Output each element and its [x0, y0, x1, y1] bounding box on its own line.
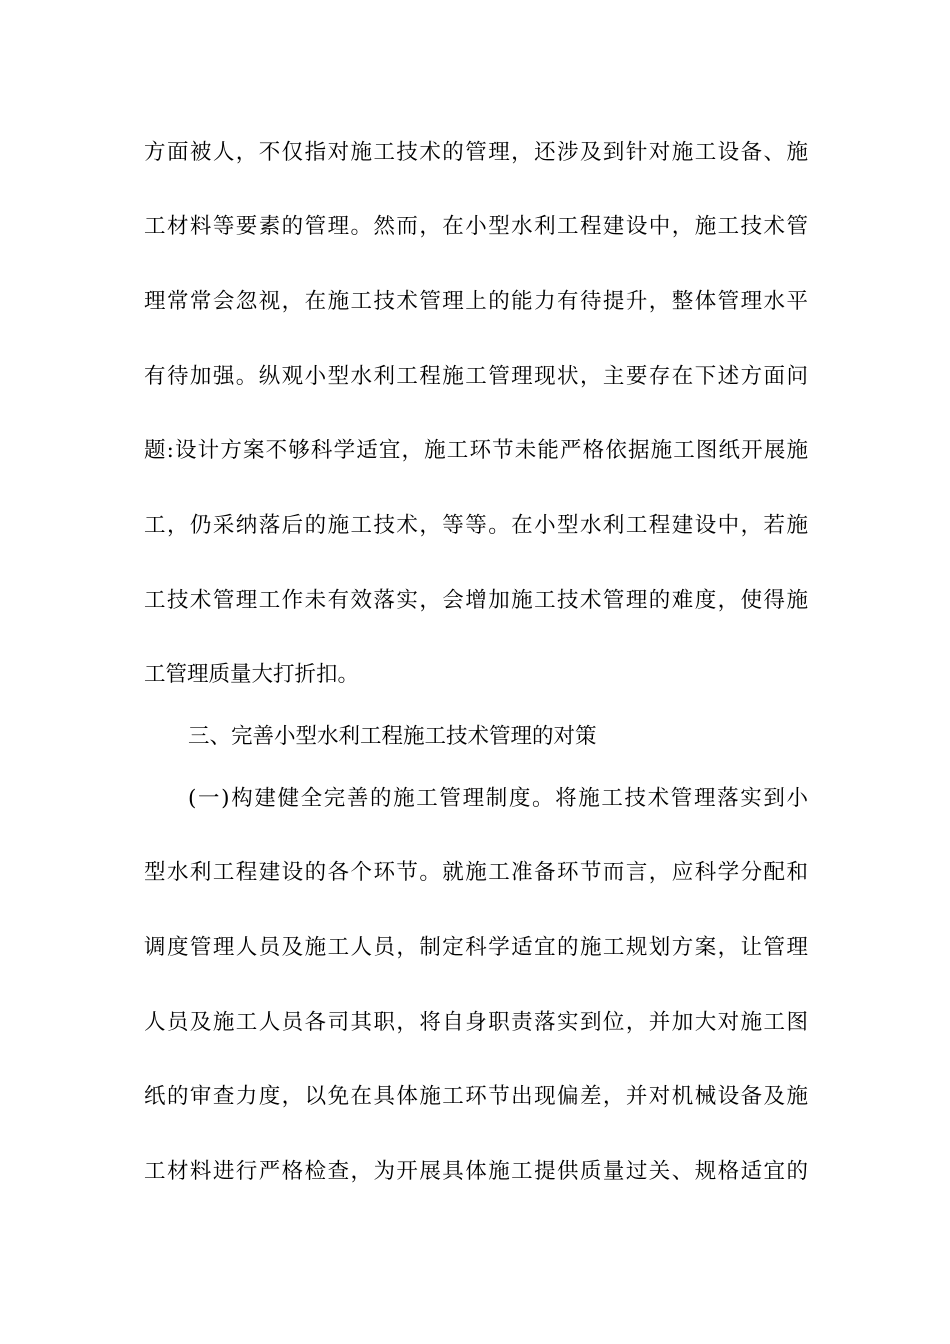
body-text-line: 工管理质量大打折扣。 [144, 662, 360, 687]
body-text-line: 工技术管理工作未有效落实，会增加施工技术管理的难度，使得施 [144, 588, 808, 613]
body-text-line: 纸的审查力度，以免在具体施工环节出现偏差，并对机械设备及施 [144, 1084, 808, 1109]
body-text-line: 型水利工程建设的各个环节。就施工准备环节而言，应科学分配和 [144, 860, 808, 885]
body-text-line: 工材料进行严格检查，为开展具体施工提供质量过关、规格适宜的 [144, 1159, 808, 1184]
body-text-line: 人员及施工人员各司其职，将自身职责落实到位，并加大对施工图 [144, 1010, 808, 1035]
subsection-heading-line: (一)构建健全完善的施工管理制度。将施工技术管理落实到小 [188, 786, 808, 811]
body-text-line: 方面被人，不仅指对施工技术的管理，还涉及到针对施工设备、施 [144, 140, 808, 165]
body-text-line: 题:设计方案不够科学适宜，施工环节未能严格依据施工图纸开展施 [144, 438, 808, 463]
body-text-line: 有待加强。纵观小型水利工程施工管理现状，主要存在下述方面问 [144, 364, 808, 389]
body-text-line: 调度管理人员及施工人员，制定科学适宜的施工规划方案，让管理 [144, 935, 808, 960]
section-heading: 三、完善小型水利工程施工技术管理的对策 [188, 724, 597, 749]
body-text-line: 工材料等要素的管理。然而，在小型水利工程建设中，施工技术管 [144, 214, 808, 239]
body-text-line: 理常常会忽视，在施工技术管理上的能力有待提升，整体管理水平 [144, 289, 808, 314]
body-text-line: 工，仍采纳落后的施工技术，等等。在小型水利工程建设中，若施 [144, 513, 808, 538]
